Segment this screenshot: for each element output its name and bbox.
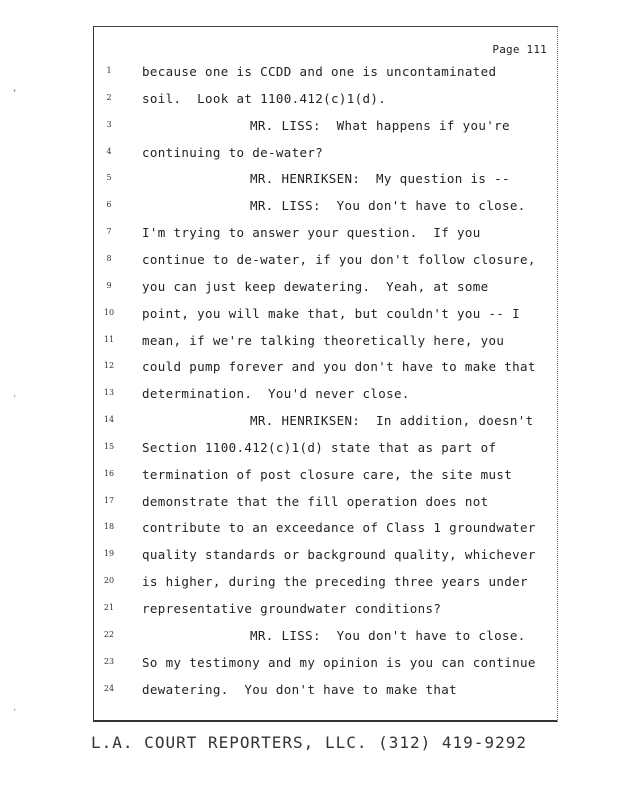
line-text: Section 1100.412(c)1(d) state that as part of	[142, 439, 497, 455]
line-text: representative groundwater conditions?	[142, 601, 442, 616]
line-text: MR. LISS: What happens if you're	[250, 117, 510, 133]
line-text: because one is CCDD and one is uncontaminated	[142, 64, 497, 79]
line-text: mean, if we're talking theoretically here, you	[142, 332, 505, 348]
line-text: I'm trying to answer your question. If you	[142, 225, 481, 241]
line-number: 3	[106, 119, 112, 129]
line-number: 22	[103, 629, 115, 639]
transcript-line	[94, 574, 559, 594]
transcript-line	[94, 145, 559, 165]
transcript-line	[94, 628, 559, 648]
line-number: 23	[103, 656, 115, 666]
line-text: is higher, during the preceding three years under	[142, 574, 528, 590]
line-number: 10	[103, 307, 115, 317]
court-reporter-footer: L.A. COURT REPORTERS, LLC. (312) 419-9292	[91, 733, 527, 752]
line-text: contribute to an exceedance of Class 1 groundwater	[142, 520, 536, 536]
transcript-line	[94, 64, 559, 84]
transcript-line	[94, 440, 559, 460]
line-number: 19	[103, 549, 115, 559]
transcript-line	[94, 198, 559, 218]
line-number: 9	[106, 280, 112, 290]
line-number: 12	[103, 361, 115, 371]
transcript-line	[94, 279, 559, 299]
line-number: 15	[103, 441, 115, 451]
line-text: termination of post closure care, the site must	[142, 466, 513, 482]
transcript-line	[94, 494, 559, 514]
line-number: 1	[106, 66, 112, 75]
transcript-line	[94, 306, 559, 326]
line-number: 6	[106, 200, 112, 210]
line-text: quality standards or background quality, whichever	[142, 547, 536, 563]
line-number: 13	[103, 388, 115, 398]
transcript-line	[94, 252, 559, 272]
transcript-line	[94, 225, 559, 245]
line-text: continuing to de-water?	[142, 144, 324, 160]
transcript-line	[94, 547, 559, 567]
transcript-line	[94, 386, 559, 406]
transcript-line	[94, 520, 559, 540]
transcript-line	[94, 413, 559, 433]
transcript-line	[94, 601, 559, 621]
line-number: 11	[103, 334, 115, 344]
line-number: 20	[103, 576, 115, 586]
page-number: Page 111	[492, 43, 547, 56]
line-text: MR. LISS: You don't have to close.	[250, 627, 526, 643]
line-number: 5	[106, 173, 112, 183]
line-text: continue to de-water, if you don't follow closure,	[142, 251, 536, 267]
transcript-line	[94, 655, 559, 675]
line-text: you can just keep dewatering. Yeah, at some	[142, 278, 489, 294]
transcript-line	[94, 91, 559, 111]
line-text: dewatering. You don't have to make that	[142, 681, 458, 697]
line-number: 2	[106, 92, 112, 102]
line-text: point, you will make that, but couldn't you -- I	[142, 305, 521, 321]
line-text: So my testimony and my opinion is you can continue	[142, 654, 536, 670]
margin-mark-top: ,	[12, 84, 18, 94]
transcript-line	[94, 682, 559, 702]
line-text: MR. HENRIKSEN: My question is --	[250, 171, 510, 187]
line-text: demonstrate that the fill operation does not	[142, 493, 489, 509]
line-number: 4	[106, 146, 112, 156]
transcript-line	[94, 333, 559, 353]
line-number: 8	[106, 253, 112, 263]
line-number: 18	[103, 522, 115, 532]
line-text: MR. LISS: You don't have to close.	[250, 198, 526, 214]
line-text: could pump forever and you don't have to make that	[142, 359, 536, 375]
transcript-line	[94, 467, 559, 487]
transcript-line	[94, 359, 559, 379]
line-number: 7	[106, 227, 112, 237]
line-number: 21	[103, 603, 115, 612]
transcript-line	[94, 118, 559, 138]
margin-mark-bottom: ·	[12, 706, 18, 716]
line-number: 16	[103, 468, 115, 478]
line-text: MR. HENRIKSEN: In addition, doesn't	[250, 413, 534, 429]
line-number: 17	[103, 495, 115, 505]
line-text: determination. You'd never close.	[142, 386, 410, 402]
transcript-page	[93, 26, 558, 722]
line-text: soil. Look at 1100.412(c)1(d).	[142, 90, 387, 106]
line-number: 24	[103, 683, 115, 693]
transcript-line	[94, 171, 559, 191]
line-number: 14	[103, 415, 115, 425]
margin-mark-middle: ·	[12, 392, 18, 402]
